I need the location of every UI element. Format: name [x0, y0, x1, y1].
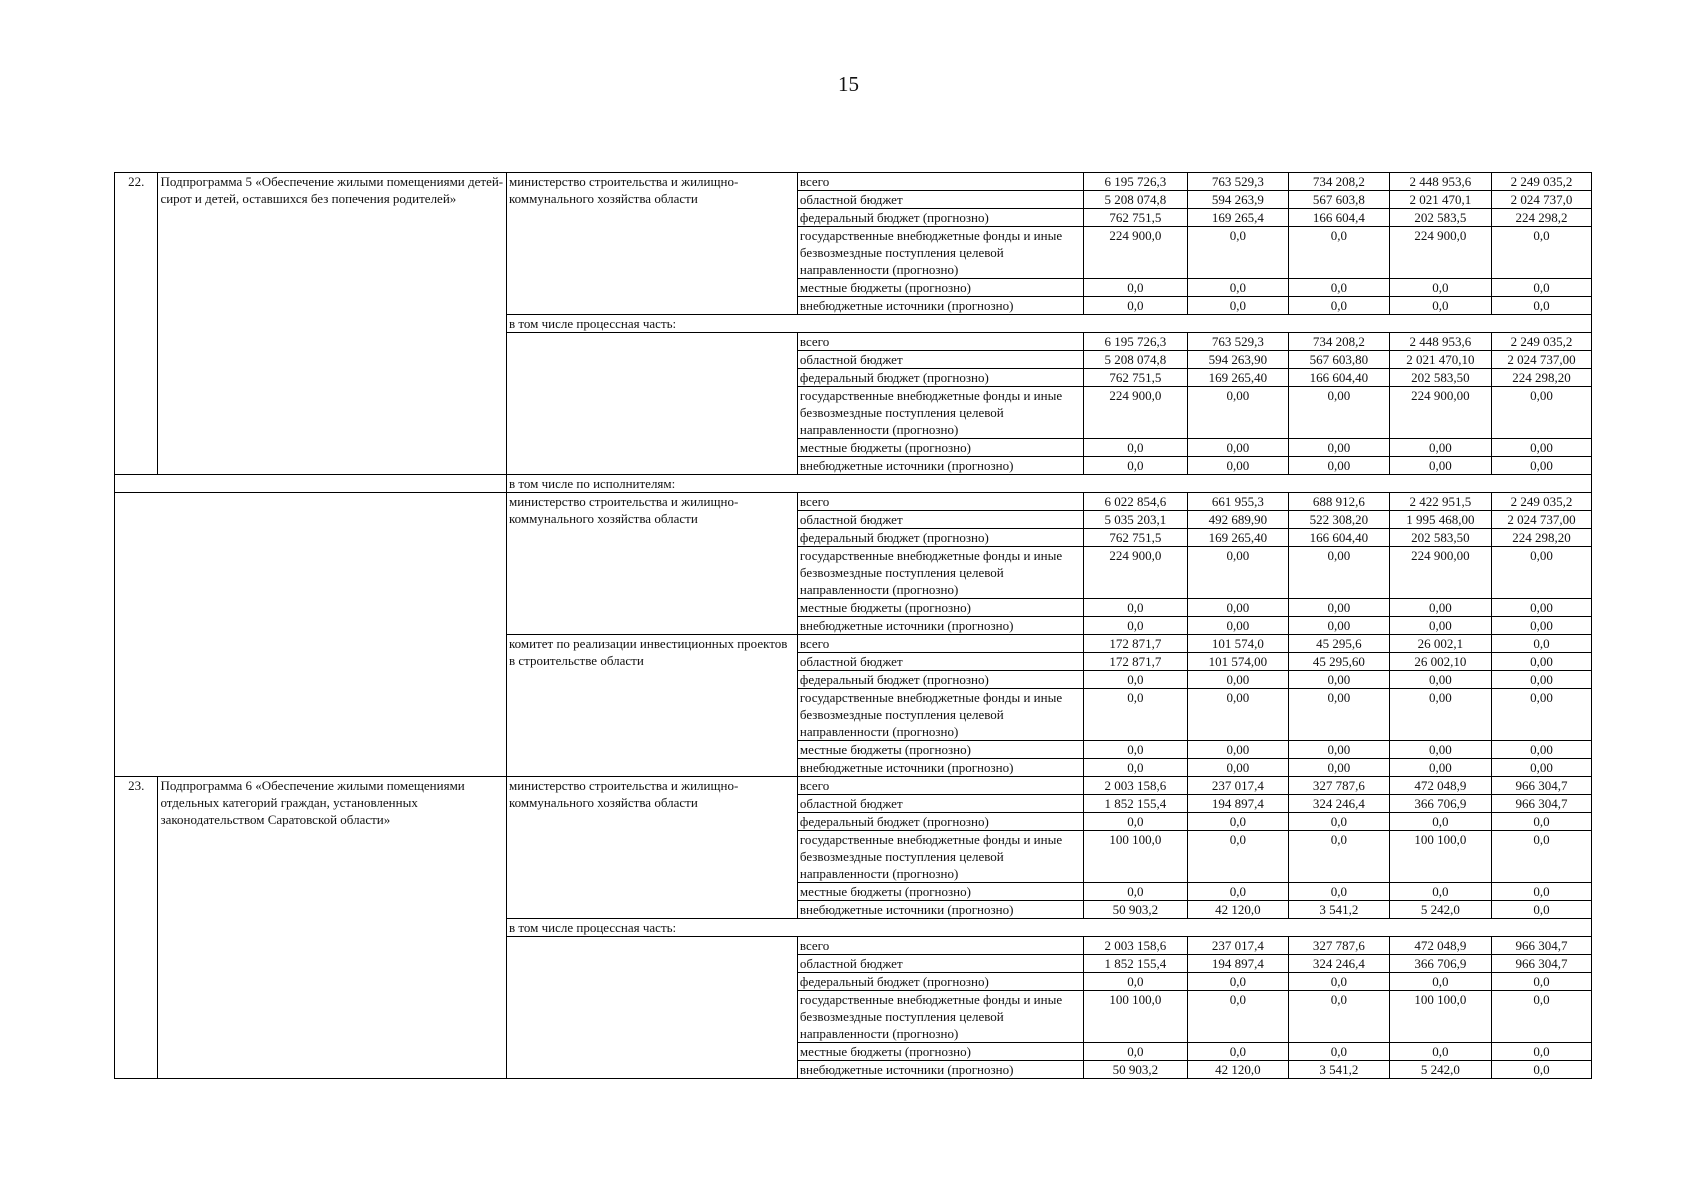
amount-cell: 0,0 [1389, 279, 1491, 297]
amount-cell: 0,00 [1491, 671, 1591, 689]
amount-cell: 2 021 470,10 [1389, 351, 1491, 369]
amount-cell: 0,00 [1187, 759, 1288, 777]
source-label: областной бюджет [797, 351, 1083, 369]
amount-cell: 100 100,0 [1389, 831, 1491, 883]
source-label: внебюджетные источники (прогнозно) [797, 617, 1083, 635]
amount-cell: 202 583,50 [1389, 529, 1491, 547]
source-label: федеральный бюджет (прогнозно) [797, 209, 1083, 227]
amount-cell: 762 751,5 [1083, 209, 1187, 227]
amount-cell: 0,0 [1288, 813, 1389, 831]
amount-cell: 492 689,90 [1187, 511, 1288, 529]
amount-cell: 2 448 953,6 [1389, 173, 1491, 191]
budget-table [114, 172, 1592, 1079]
amount-cell: 5 035 203,1 [1083, 511, 1187, 529]
amount-cell: 0,0 [1083, 439, 1187, 457]
amount-cell: 2 448 953,6 [1389, 333, 1491, 351]
source-label: областной бюджет [797, 955, 1083, 973]
amount-cell: 0,0 [1288, 227, 1389, 279]
amount-cell: 0,00 [1288, 617, 1389, 635]
amount-cell: 1 852 155,4 [1083, 955, 1187, 973]
source-label: местные бюджеты (прогнозно) [797, 741, 1083, 759]
amount-cell: 0,0 [1491, 973, 1591, 991]
empty-cell [506, 937, 797, 1079]
amount-cell: 194 897,4 [1187, 795, 1288, 813]
amount-cell: 0,00 [1491, 653, 1591, 671]
amount-cell: 2 249 035,2 [1491, 493, 1591, 511]
source-label: областной бюджет [797, 795, 1083, 813]
amount-cell: 0,0 [1083, 457, 1187, 475]
amount-cell: 0,00 [1491, 689, 1591, 741]
amount-cell: 0,00 [1187, 617, 1288, 635]
amount-cell: 0,00 [1288, 547, 1389, 599]
amount-cell: 100 100,0 [1389, 991, 1491, 1043]
amount-cell: 0,0 [1491, 1061, 1591, 1079]
program-title: Подпрограмма 5 «Обеспечение жилыми помещениями детей-сирот и детей, оставшихся без попечения родителей» [158, 173, 507, 475]
amount-cell: 0,0 [1288, 973, 1389, 991]
amount-cell: 0,00 [1491, 547, 1591, 599]
amount-cell: 0,0 [1187, 1043, 1288, 1061]
amount-cell: 324 246,4 [1288, 955, 1389, 973]
amount-cell: 594 263,90 [1187, 351, 1288, 369]
amount-cell: 0,0 [1491, 635, 1591, 653]
amount-cell: 224 900,0 [1083, 387, 1187, 439]
amount-cell: 762 751,5 [1083, 529, 1187, 547]
amount-cell: 172 871,7 [1083, 635, 1187, 653]
executor-name: комитет по реализации инвестиционных проектов в строительстве области [506, 635, 797, 777]
amount-cell: 594 263,9 [1187, 191, 1288, 209]
amount-cell: 6 022 854,6 [1083, 493, 1187, 511]
amount-cell: 472 048,9 [1389, 937, 1491, 955]
amount-cell: 42 120,0 [1187, 1061, 1288, 1079]
source-label: государственные внебюджетные фонды и иные безвозмездные поступления целевой направленности (прогнозно) [797, 689, 1083, 741]
source-label: областной бюджет [797, 653, 1083, 671]
amount-cell: 0,00 [1389, 671, 1491, 689]
executor-name: министерство строительства и жилищно-коммунального хозяйства области [506, 173, 797, 315]
amount-cell: 0,0 [1491, 1043, 1591, 1061]
amount-cell: 0,00 [1491, 457, 1591, 475]
empty-cell [115, 493, 507, 777]
amount-cell: 100 100,0 [1083, 991, 1187, 1043]
amount-cell: 0,00 [1491, 439, 1591, 457]
source-label: государственные внебюджетные фонды и иные безвозмездные поступления целевой направленности (прогнозно) [797, 387, 1083, 439]
amount-cell: 50 903,2 [1083, 901, 1187, 919]
amount-cell: 0,00 [1187, 741, 1288, 759]
amount-cell: 0,0 [1491, 227, 1591, 279]
amount-cell: 0,0 [1491, 279, 1591, 297]
amount-cell: 0,0 [1187, 297, 1288, 315]
source-label: областной бюджет [797, 511, 1083, 529]
amount-cell: 0,00 [1389, 599, 1491, 617]
amount-cell: 0,0 [1288, 279, 1389, 297]
amount-cell: 0,0 [1491, 831, 1591, 883]
amount-cell: 5 208 074,8 [1083, 351, 1187, 369]
amount-cell: 327 787,6 [1288, 937, 1389, 955]
source-label: внебюджетные источники (прогнозно) [797, 457, 1083, 475]
amount-cell: 0,0 [1187, 279, 1288, 297]
amount-cell: 169 265,40 [1187, 369, 1288, 387]
program-number: 22. [115, 173, 158, 475]
amount-cell: 0,00 [1389, 457, 1491, 475]
section-title: в том числе процессная часть: [506, 919, 1591, 937]
amount-cell: 3 541,2 [1288, 901, 1389, 919]
amount-cell: 2 003 158,6 [1083, 937, 1187, 955]
source-label: местные бюджеты (прогнозно) [797, 279, 1083, 297]
amount-cell: 166 604,40 [1288, 529, 1389, 547]
executor-name: министерство строительства и жилищно-коммунального хозяйства области [506, 777, 797, 919]
amount-cell: 324 246,4 [1288, 795, 1389, 813]
amount-cell: 5 208 074,8 [1083, 191, 1187, 209]
amount-cell: 0,0 [1187, 883, 1288, 901]
page-number: 15 [838, 72, 859, 96]
amount-cell: 0,0 [1491, 901, 1591, 919]
amount-cell: 0,00 [1187, 599, 1288, 617]
amount-cell: 5 242,0 [1389, 901, 1491, 919]
amount-cell: 224 298,20 [1491, 529, 1591, 547]
source-label: федеральный бюджет (прогнозно) [797, 529, 1083, 547]
source-label: всего [797, 173, 1083, 191]
amount-cell: 224 900,0 [1083, 547, 1187, 599]
amount-cell: 966 304,7 [1491, 937, 1591, 955]
amount-cell: 0,0 [1083, 297, 1187, 315]
amount-cell: 101 574,0 [1187, 635, 1288, 653]
amount-cell: 0,0 [1491, 883, 1591, 901]
program-title: Подпрограмма 6 «Обеспечение жилыми помещениями отдельных категорий граждан, установленных законодательством Саратовской области» [158, 777, 507, 1079]
source-label: всего [797, 777, 1083, 795]
amount-cell: 688 912,6 [1288, 493, 1389, 511]
source-label: всего [797, 937, 1083, 955]
amount-cell: 166 604,4 [1288, 209, 1389, 227]
program-number: 23. [115, 777, 158, 1079]
amount-cell: 0,0 [1083, 599, 1187, 617]
source-label: всего [797, 333, 1083, 351]
amount-cell: 567 603,8 [1288, 191, 1389, 209]
amount-cell: 0,00 [1288, 599, 1389, 617]
amount-cell: 224 900,0 [1389, 227, 1491, 279]
source-label: местные бюджеты (прогнозно) [797, 599, 1083, 617]
source-label: внебюджетные источники (прогнозно) [797, 759, 1083, 777]
amount-cell: 0,00 [1491, 387, 1591, 439]
amount-cell: 26 002,10 [1389, 653, 1491, 671]
amount-cell: 763 529,3 [1187, 333, 1288, 351]
amount-cell: 0,0 [1288, 991, 1389, 1043]
amount-cell: 0,0 [1389, 297, 1491, 315]
amount-cell: 366 706,9 [1389, 795, 1491, 813]
amount-cell: 0,00 [1288, 671, 1389, 689]
source-label: местные бюджеты (прогнозно) [797, 1043, 1083, 1061]
amount-cell: 224 900,00 [1389, 387, 1491, 439]
amount-cell: 6 195 726,3 [1083, 333, 1187, 351]
amount-cell: 101 574,00 [1187, 653, 1288, 671]
amount-cell: 0,0 [1083, 759, 1187, 777]
amount-cell: 224 900,00 [1389, 547, 1491, 599]
amount-cell: 0,00 [1187, 689, 1288, 741]
amount-cell: 0,0 [1288, 1043, 1389, 1061]
amount-cell: 45 295,6 [1288, 635, 1389, 653]
amount-cell: 0,00 [1491, 599, 1591, 617]
amount-cell: 567 603,80 [1288, 351, 1389, 369]
amount-cell: 0,00 [1491, 759, 1591, 777]
amount-cell: 2 024 737,0 [1491, 191, 1591, 209]
amount-cell: 0,0 [1187, 973, 1288, 991]
amount-cell: 0,00 [1389, 439, 1491, 457]
source-label: местные бюджеты (прогнозно) [797, 883, 1083, 901]
source-label: внебюджетные источники (прогнозно) [797, 297, 1083, 315]
amount-cell: 2 003 158,6 [1083, 777, 1187, 795]
amount-cell: 0,00 [1187, 439, 1288, 457]
amount-cell: 0,00 [1288, 439, 1389, 457]
amount-cell: 0,00 [1288, 741, 1389, 759]
amount-cell: 327 787,6 [1288, 777, 1389, 795]
amount-cell: 1 852 155,4 [1083, 795, 1187, 813]
section-title: в том числе процессная часть: [506, 315, 1591, 333]
amount-cell: 0,0 [1389, 813, 1491, 831]
amount-cell: 966 304,7 [1491, 777, 1591, 795]
amount-cell: 237 017,4 [1187, 937, 1288, 955]
amount-cell: 50 903,2 [1083, 1061, 1187, 1079]
amount-cell: 169 265,4 [1187, 209, 1288, 227]
amount-cell: 0,00 [1389, 759, 1491, 777]
amount-cell: 2 422 951,5 [1389, 493, 1491, 511]
executor-name: министерство строительства и жилищно-коммунального хозяйства области [506, 493, 797, 635]
amount-cell: 522 308,20 [1288, 511, 1389, 529]
amount-cell: 0,0 [1187, 831, 1288, 883]
amount-cell: 0,00 [1187, 671, 1288, 689]
source-label: федеральный бюджет (прогнозно) [797, 671, 1083, 689]
amount-cell: 0,0 [1083, 1043, 1187, 1061]
amount-cell: 6 195 726,3 [1083, 173, 1187, 191]
source-label: государственные внебюджетные фонды и иные безвозмездные поступления целевой направленности (прогнозно) [797, 991, 1083, 1043]
amount-cell: 26 002,1 [1389, 635, 1491, 653]
amount-cell: 0,00 [1389, 689, 1491, 741]
amount-cell: 0,0 [1187, 813, 1288, 831]
amount-cell: 166 604,40 [1288, 369, 1389, 387]
amount-cell: 0,00 [1288, 689, 1389, 741]
amount-cell: 3 541,2 [1288, 1061, 1389, 1079]
amount-cell: 0,0 [1187, 991, 1288, 1043]
amount-cell: 0,00 [1389, 617, 1491, 635]
amount-cell: 5 242,0 [1389, 1061, 1491, 1079]
amount-cell: 2 249 035,2 [1491, 173, 1591, 191]
amount-cell: 0,00 [1491, 741, 1591, 759]
amount-cell: 169 265,40 [1187, 529, 1288, 547]
section-title: в том числе по исполнителям: [506, 475, 1591, 493]
amount-cell: 0,0 [1083, 689, 1187, 741]
amount-cell: 2 024 737,00 [1491, 351, 1591, 369]
amount-cell: 224 298,20 [1491, 369, 1591, 387]
source-label: местные бюджеты (прогнозно) [797, 439, 1083, 457]
amount-cell: 966 304,7 [1491, 955, 1591, 973]
source-label: государственные внебюджетные фонды и иные безвозмездные поступления целевой направленности (прогнозно) [797, 227, 1083, 279]
source-label: внебюджетные источники (прогнозно) [797, 1061, 1083, 1079]
amount-cell: 2 024 737,00 [1491, 511, 1591, 529]
amount-cell: 224 900,0 [1083, 227, 1187, 279]
amount-cell: 0,0 [1288, 297, 1389, 315]
source-label: областной бюджет [797, 191, 1083, 209]
amount-cell: 237 017,4 [1187, 777, 1288, 795]
amount-cell: 0,00 [1288, 457, 1389, 475]
amount-cell: 0,00 [1187, 387, 1288, 439]
amount-cell: 472 048,9 [1389, 777, 1491, 795]
amount-cell: 2 021 470,1 [1389, 191, 1491, 209]
amount-cell: 100 100,0 [1083, 831, 1187, 883]
amount-cell: 0,0 [1389, 883, 1491, 901]
amount-cell: 0,00 [1288, 759, 1389, 777]
source-label: внебюджетные источники (прогнозно) [797, 901, 1083, 919]
empty-cell [115, 475, 507, 493]
amount-cell: 734 208,2 [1288, 173, 1389, 191]
amount-cell: 0,0 [1491, 991, 1591, 1043]
amount-cell: 0,0 [1389, 1043, 1491, 1061]
amount-cell: 0,0 [1491, 813, 1591, 831]
amount-cell: 2 249 035,2 [1491, 333, 1591, 351]
amount-cell: 0,0 [1083, 279, 1187, 297]
table-row [115, 777, 1592, 795]
source-label: государственные внебюджетные фонды и иные безвозмездные поступления целевой направленности (прогнозно) [797, 547, 1083, 599]
amount-cell: 0,0 [1083, 883, 1187, 901]
amount-cell: 172 871,7 [1083, 653, 1187, 671]
amount-cell: 0,00 [1288, 387, 1389, 439]
amount-cell: 202 583,50 [1389, 369, 1491, 387]
amount-cell: 0,0 [1083, 617, 1187, 635]
amount-cell: 0,0 [1083, 741, 1187, 759]
amount-cell: 0,0 [1187, 227, 1288, 279]
section-title-row [115, 475, 1592, 493]
amount-cell: 966 304,7 [1491, 795, 1591, 813]
amount-cell: 0,0 [1288, 883, 1389, 901]
amount-cell: 0,0 [1083, 973, 1187, 991]
amount-cell: 763 529,3 [1187, 173, 1288, 191]
amount-cell: 42 120,0 [1187, 901, 1288, 919]
amount-cell: 45 295,60 [1288, 653, 1389, 671]
amount-cell: 0,0 [1288, 831, 1389, 883]
empty-cell [506, 333, 797, 475]
amount-cell: 0,00 [1187, 457, 1288, 475]
amount-cell: 661 955,3 [1187, 493, 1288, 511]
amount-cell: 1 995 468,00 [1389, 511, 1491, 529]
amount-cell: 366 706,9 [1389, 955, 1491, 973]
amount-cell: 734 208,2 [1288, 333, 1389, 351]
source-label: федеральный бюджет (прогнозно) [797, 973, 1083, 991]
source-label: государственные внебюджетные фонды и иные безвозмездные поступления целевой направленности (прогнозно) [797, 831, 1083, 883]
amount-cell: 762 751,5 [1083, 369, 1187, 387]
table-row [115, 493, 1592, 511]
amount-cell: 0,00 [1491, 617, 1591, 635]
amount-cell: 224 298,2 [1491, 209, 1591, 227]
amount-cell: 0,0 [1083, 813, 1187, 831]
source-label: федеральный бюджет (прогнозно) [797, 813, 1083, 831]
source-label: всего [797, 635, 1083, 653]
amount-cell: 0,00 [1389, 741, 1491, 759]
amount-cell: 194 897,4 [1187, 955, 1288, 973]
amount-cell: 202 583,5 [1389, 209, 1491, 227]
table-row [115, 173, 1592, 191]
amount-cell: 0,0 [1389, 973, 1491, 991]
amount-cell: 0,0 [1083, 671, 1187, 689]
source-label: федеральный бюджет (прогнозно) [797, 369, 1083, 387]
amount-cell: 0,00 [1187, 547, 1288, 599]
source-label: всего [797, 493, 1083, 511]
amount-cell: 0,0 [1491, 297, 1591, 315]
